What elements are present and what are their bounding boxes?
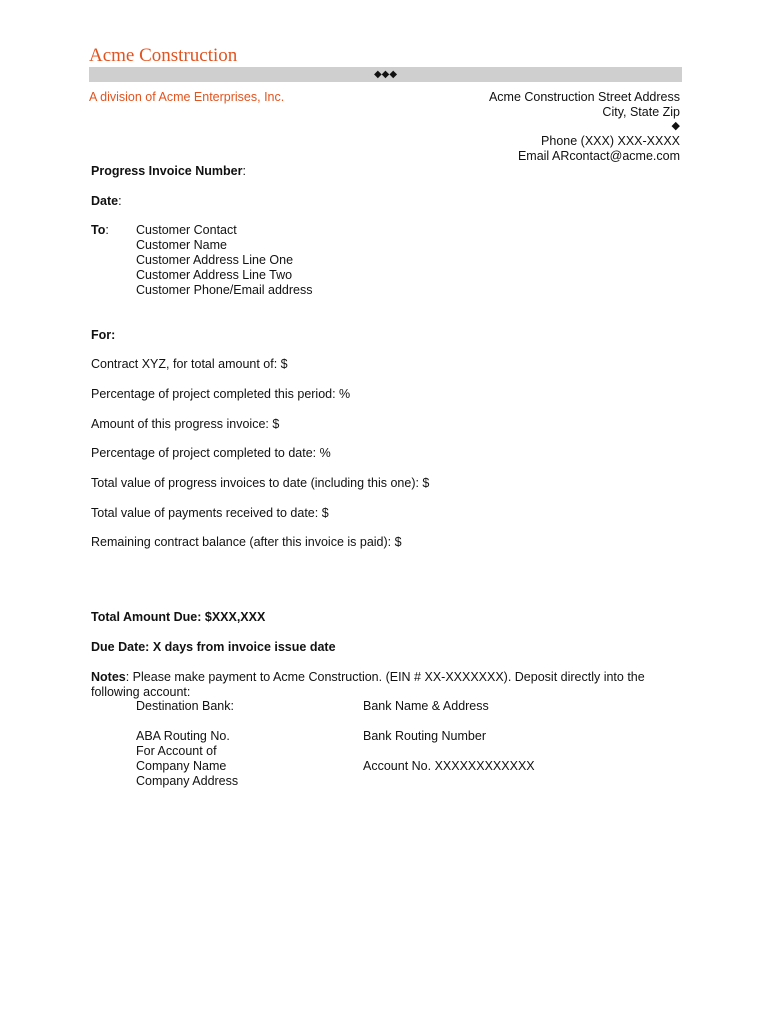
bank-values: [363, 699, 535, 774]
destination-bank-label: Destination Bank:: [136, 699, 234, 713]
to-label: To: [91, 223, 106, 237]
invoice-number-field: [91, 164, 246, 178]
date-field: [91, 194, 122, 208]
bank-labels: [136, 699, 238, 789]
invoice-number-label: Progress Invoice Number: [91, 164, 243, 178]
notes-text: : Please make payment to Acme Construction. (EIN # XX-XXXXXXX). Deposit directly into the: [125, 670, 645, 684]
email-address: Email ARcontact@acme.com: [517, 149, 680, 163]
total-amount-due: Total Amount Due: $XXX,XXX: [91, 610, 266, 624]
customer-name: Customer Name: [136, 238, 227, 252]
payments-received-line: Total value of payments received to date: $: [91, 506, 329, 520]
for-label: For:: [91, 328, 116, 342]
customer-contact: Customer Contact: [136, 223, 237, 237]
remaining-balance-line: Remaining contract balance (after this invoice is paid): $: [91, 535, 402, 549]
aba-routing-label: ABA Routing No.: [136, 729, 230, 743]
contract-amount-line: Contract XYZ, for total amount of: $: [91, 357, 288, 371]
company-name: Acme Construction: [89, 45, 238, 66]
notes-line-1: [91, 670, 645, 684]
diamond-ornament-icon: ◆◆◆: [373, 69, 398, 80]
street-address: Acme Construction Street Address: [488, 90, 680, 104]
customer-phone-email: Customer Phone/Email address: [136, 283, 313, 297]
date-label: Date: [91, 194, 119, 208]
city-state-zip: City, State Zip: [602, 105, 680, 119]
bank-name-address: Bank Name & Address: [363, 699, 489, 713]
invoice-number-colon: :: [242, 164, 246, 178]
percent-to-date-line: Percentage of project completed to date: %: [91, 446, 331, 460]
bank-routing-number: Bank Routing Number: [363, 729, 486, 743]
header-bar: [89, 67, 682, 82]
percent-this-period-line: Percentage of project completed this period: %: [91, 387, 351, 401]
division-text: A division of Acme Enterprises, Inc.: [89, 90, 285, 104]
notes-label: Notes: [91, 670, 126, 684]
invoices-to-date-line: Total value of progress invoices to date (including this one): $: [91, 476, 430, 490]
date-colon: :: [118, 194, 122, 208]
diamond-icon: ◆: [671, 120, 680, 132]
account-company-address: Company Address: [136, 774, 239, 788]
customer-block: [136, 223, 312, 298]
progress-invoice-amount-line: Amount of this progress invoice: $: [91, 417, 280, 431]
to-field: [91, 223, 109, 237]
account-number: Account No. XXXXXXXXXXXX: [363, 759, 535, 773]
notes-line-2: following account:: [91, 685, 191, 699]
customer-address-line-1: Customer Address Line One: [136, 253, 294, 267]
due-date: Due Date: X days from invoice issue date: [91, 640, 336, 654]
customer-address-line-2: Customer Address Line Two: [136, 268, 293, 282]
phone-number: Phone (XXX) XXX-XXXX: [541, 134, 680, 148]
for-account-label: For Account of: [136, 744, 217, 758]
account-company-name: Company Name: [136, 759, 227, 773]
to-colon: :: [105, 223, 109, 237]
